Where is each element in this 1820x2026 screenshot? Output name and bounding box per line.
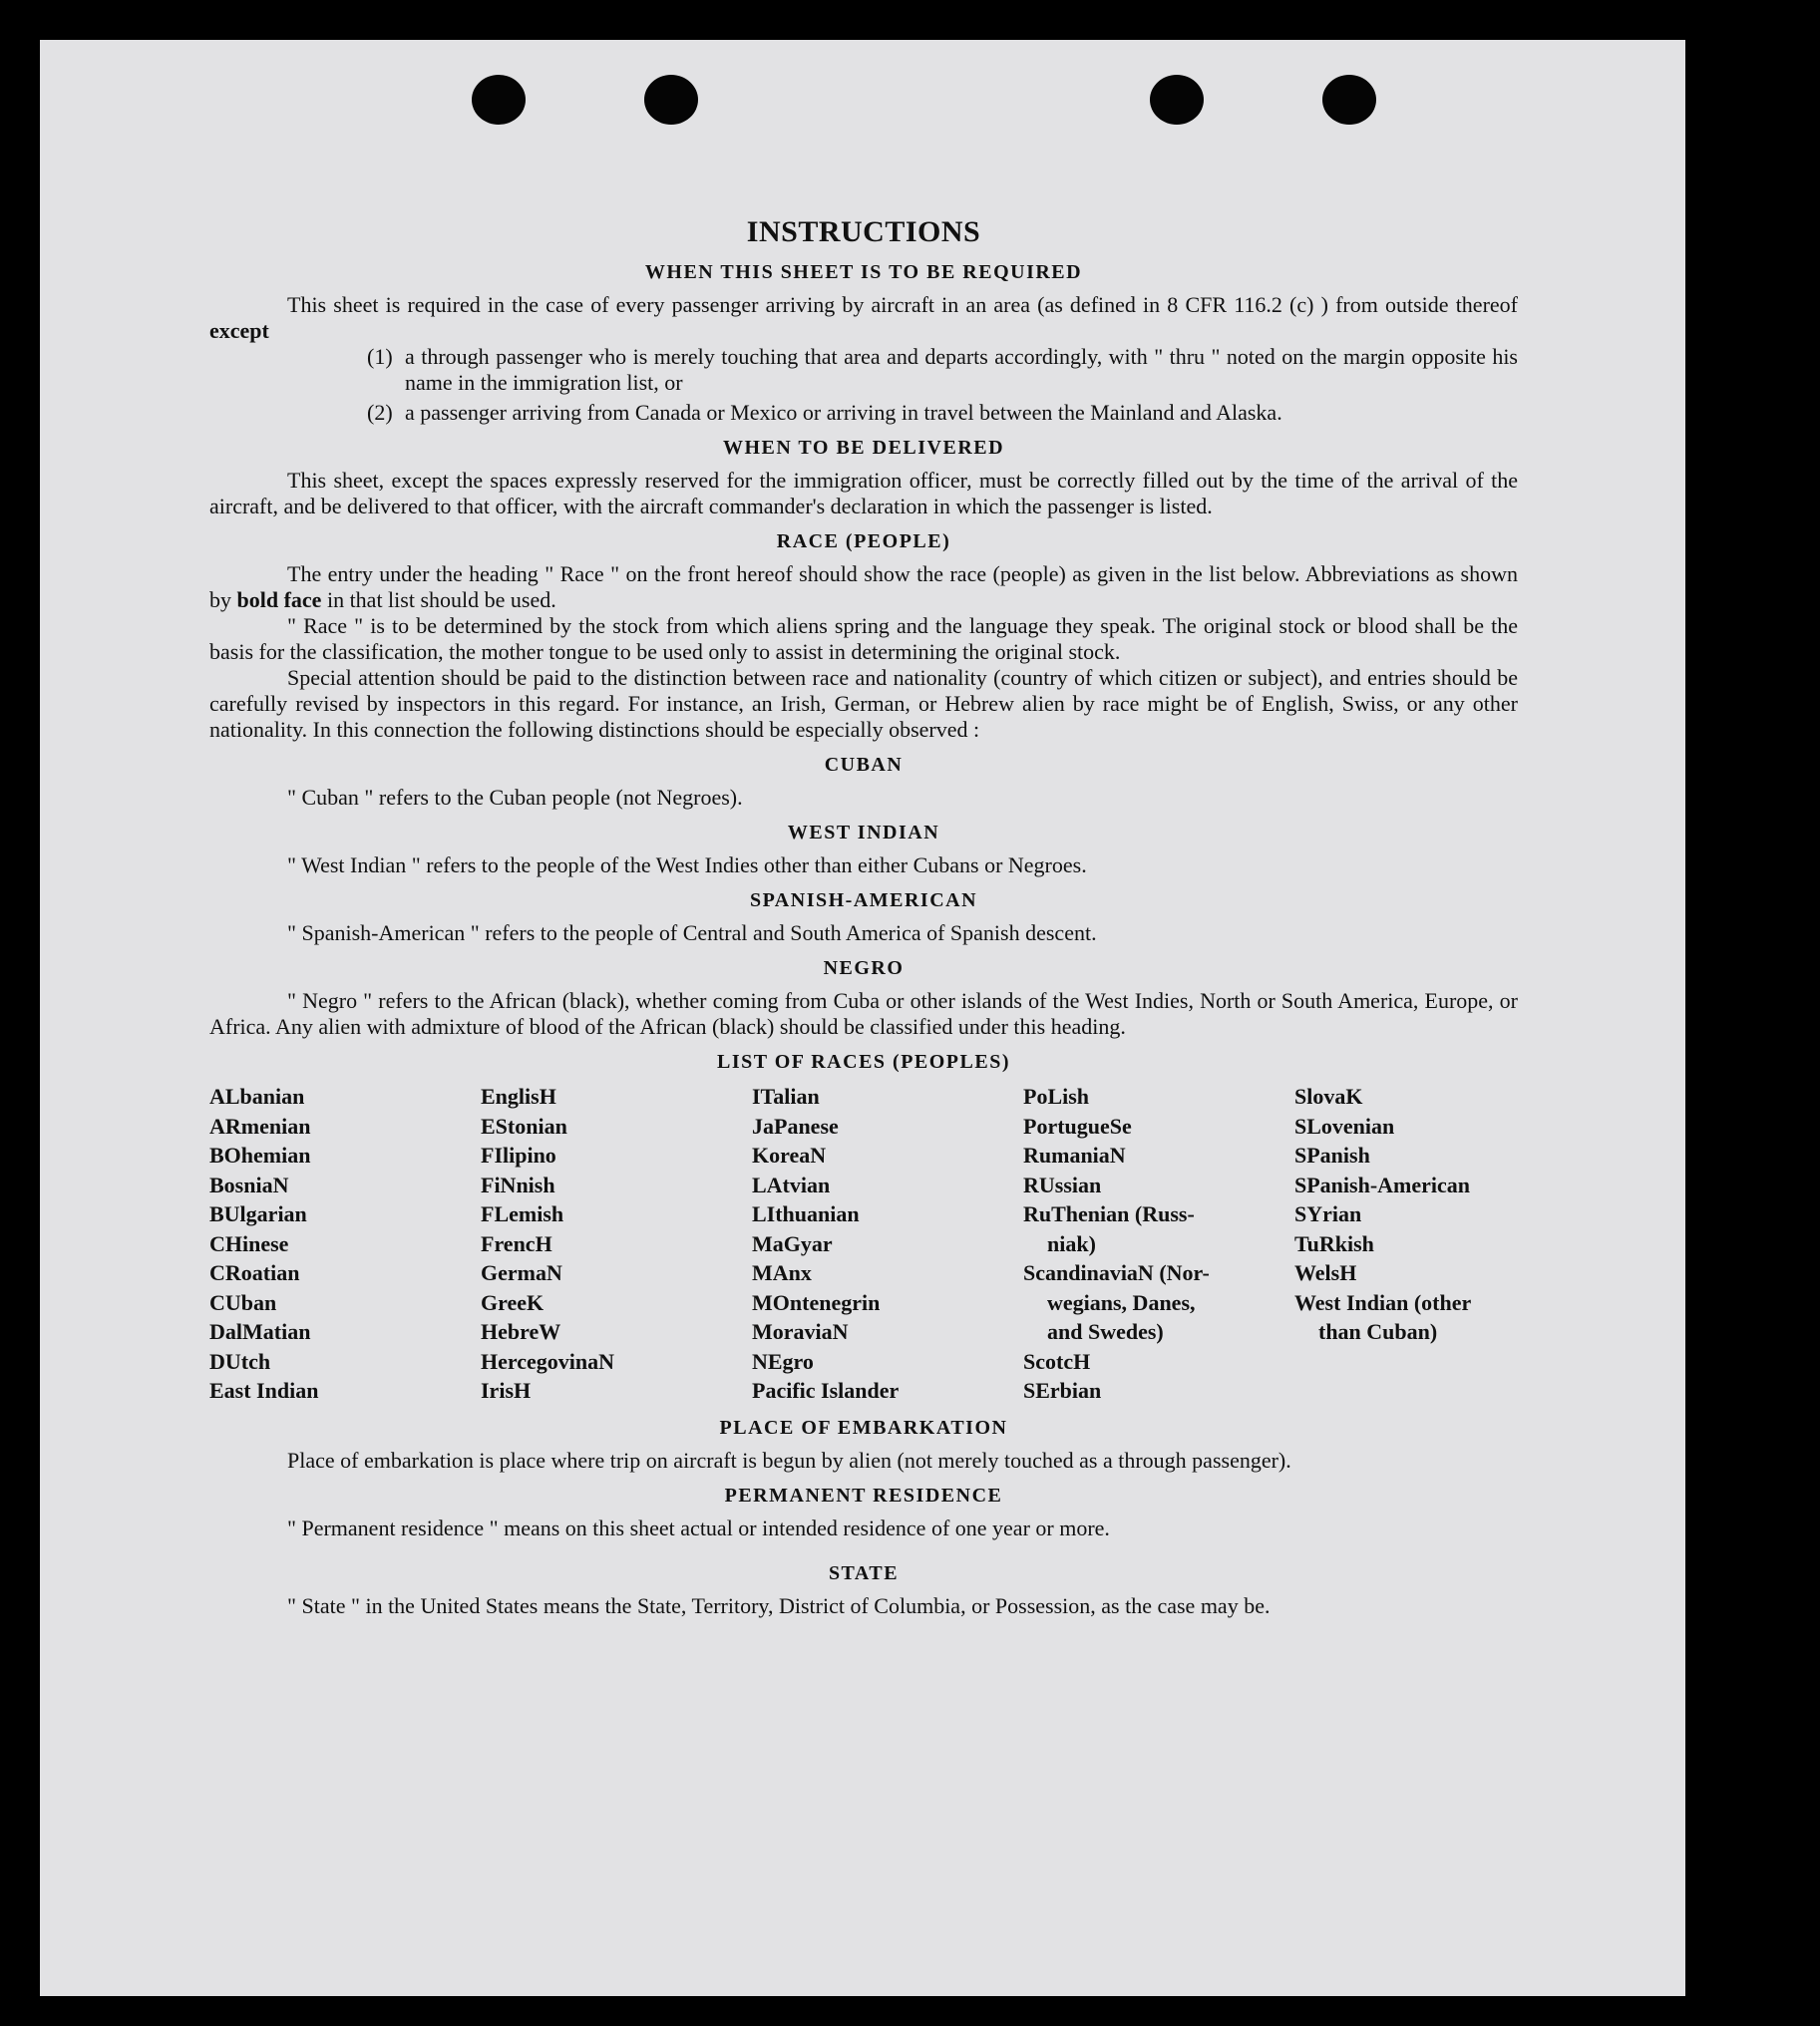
race-entry: IrisH bbox=[481, 1378, 532, 1403]
when-required-intro bbox=[209, 292, 1518, 344]
heading-negro: NEGRO bbox=[823, 957, 905, 979]
heading-state: STATE bbox=[828, 1561, 900, 1584]
state-text: " State " in the United States means the State, Territory, District of Columbia, or Possession, as the case may be. bbox=[287, 1592, 1271, 1618]
race-entry: HebreW bbox=[481, 1319, 561, 1344]
race-entry: BOhemian bbox=[209, 1143, 311, 1168]
spanish-american-text: " Spanish-American " refers to the people of Central and South America of Spanish descent. bbox=[287, 920, 1097, 945]
item-number: (2) bbox=[367, 400, 393, 425]
race-entry: than Cuban) bbox=[1318, 1319, 1438, 1344]
race-entry: SlovaK bbox=[1294, 1084, 1363, 1109]
race-entry: NEgro bbox=[752, 1348, 814, 1374]
race-entry: JaPanese bbox=[752, 1113, 839, 1139]
punch-hole bbox=[1322, 75, 1376, 125]
race-entry: BosniaN bbox=[209, 1172, 289, 1197]
race-entry: and Swedes) bbox=[1047, 1319, 1164, 1344]
punch-hole bbox=[472, 75, 526, 125]
race-entry: PoLish bbox=[1023, 1084, 1090, 1109]
race-entry: RUssian bbox=[1023, 1172, 1102, 1197]
race-entry: niak) bbox=[1047, 1230, 1096, 1256]
race-entry: FIlipino bbox=[481, 1143, 556, 1168]
heading-west-indian: WEST INDIAN bbox=[787, 822, 940, 844]
race-entry: GermaN bbox=[481, 1260, 562, 1285]
item-text: a passenger arriving from Canada or Mexico or arriving in travel between the Mainland and Alaska. bbox=[405, 400, 1282, 425]
race-entry: CRoatian bbox=[209, 1260, 300, 1285]
race-entry: CHinese bbox=[209, 1230, 289, 1256]
west-indian-text: " West Indian " refers to the people of the West Indies other than either Cubans or Negroes. bbox=[287, 852, 1087, 877]
races-column-2 bbox=[481, 1082, 752, 1406]
race-entry: SLovenian bbox=[1294, 1113, 1395, 1139]
races-column-4 bbox=[1023, 1082, 1294, 1406]
cuban-text: " Cuban " refers to the Cuban people (not Negroes). bbox=[287, 785, 743, 810]
item-number: (1) bbox=[367, 344, 393, 369]
race-entry: PortugueSe bbox=[1023, 1113, 1132, 1139]
race-paragraph-2: " Race " is to be determined by the stock from which aliens spring and the language they speak. The original stock or blood shall be the basis for the classification, the mother tongue to be used only to assist in determining the original stock. bbox=[209, 613, 1518, 664]
race-entry: East Indian bbox=[209, 1378, 319, 1403]
heading-when-delivered: WHEN TO BE DELIVERED bbox=[722, 437, 1005, 459]
race-entry: RumaniaN bbox=[1023, 1143, 1126, 1168]
race-entry: WelsH bbox=[1294, 1260, 1357, 1285]
race-entry: LIthuanian bbox=[752, 1201, 860, 1226]
race-entry: EStonian bbox=[481, 1113, 567, 1139]
punch-hole bbox=[644, 75, 698, 125]
exception-item-2 bbox=[367, 400, 1518, 426]
race-p1-a: The entry under the heading " Race " on the front hereof should show the race (people) as given in the list below. Abbreviations as shown by bbox=[209, 561, 1518, 612]
races-column-3 bbox=[752, 1082, 1023, 1406]
race-entry: Pacific Islander bbox=[752, 1378, 900, 1403]
race-entry: ALbanian bbox=[209, 1084, 305, 1109]
races-column-1 bbox=[209, 1082, 481, 1406]
race-entry: CUban bbox=[209, 1289, 277, 1315]
race-p1-bold: bold face bbox=[236, 587, 322, 612]
heading-when-required: WHEN THIS SHEET IS TO BE REQUIRED bbox=[644, 261, 1083, 283]
races-list bbox=[209, 1082, 1518, 1406]
race-entry: GreeK bbox=[481, 1289, 545, 1315]
embarkation-text: Place of embarkation is place where trip on aircraft is begun by alien (not merely touched as a through passenger). bbox=[287, 1447, 1291, 1473]
race-entry: DalMatian bbox=[209, 1319, 311, 1344]
race-entry: SYrian bbox=[1294, 1201, 1362, 1226]
race-entry: wegians, Danes, bbox=[1047, 1289, 1196, 1315]
race-entry: LAtvian bbox=[752, 1172, 831, 1197]
exception-item-1 bbox=[367, 344, 1518, 396]
heading-spanish-american: SPANISH-AMERICAN bbox=[749, 889, 978, 911]
intro-text: This sheet is required in the case of every passenger arriving by aircraft in an area (as defined in 8 CFR 116.2 (c) ) from outside thereof bbox=[287, 292, 1518, 317]
punch-hole bbox=[1150, 75, 1204, 125]
race-entry: KoreaN bbox=[752, 1143, 827, 1168]
document-sheet bbox=[40, 40, 1685, 1996]
heading-embarkation: PLACE OF EMBARKATION bbox=[719, 1416, 1008, 1439]
race-entry: ScandinaviaN (Nor- bbox=[1023, 1260, 1210, 1285]
race-entry: MAnx bbox=[752, 1260, 812, 1285]
race-paragraph-1 bbox=[209, 561, 1518, 613]
race-entry: MoraviaN bbox=[752, 1319, 849, 1344]
heading-permanent-residence: PERMANENT RESIDENCE bbox=[724, 1484, 1003, 1507]
race-entry: MOntenegrin bbox=[752, 1289, 881, 1315]
intro-except: except bbox=[209, 318, 269, 343]
instructions-content bbox=[209, 214, 1518, 1619]
race-entry: ScotcH bbox=[1023, 1348, 1091, 1374]
race-entry: FLemish bbox=[481, 1201, 564, 1226]
race-paragraph-3: Special attention should be paid to the distinction between race and nationality (country of which citizen or subject), and entries should be carefully revised by inspectors in this regard. For instance, an Irish, German, or Hebrew alien by race might be of English, Swiss, or any other nationality. In this connection the following distinctions should be especially observed : bbox=[209, 665, 1518, 742]
heading-race: RACE (PEOPLE) bbox=[776, 530, 951, 552]
race-entry: SPanish-American bbox=[1294, 1172, 1470, 1197]
heading-list-of-races: LIST OF RACES (PEOPLES) bbox=[716, 1051, 1010, 1073]
residence-text: " Permanent residence " means on this sheet actual or intended residence of one year or more. bbox=[287, 1515, 1110, 1540]
races-column-5 bbox=[1294, 1082, 1518, 1406]
race-entry: HercegovinaN bbox=[481, 1348, 615, 1374]
when-delivered-text: This sheet, except the spaces expressly reserved for the immigration officer, must be correctly filled out by the time of the arrival of the aircraft, and be delivered to that officer, with the aircraft commander's declaration in which the passenger is listed. bbox=[209, 468, 1518, 518]
race-entry: SErbian bbox=[1023, 1378, 1102, 1403]
race-entry: MaGyar bbox=[752, 1230, 833, 1256]
race-entry: DUtch bbox=[209, 1348, 271, 1374]
race-entry: ITalian bbox=[752, 1084, 820, 1109]
race-entry: West Indian (other bbox=[1294, 1289, 1472, 1315]
race-entry: SPanish bbox=[1294, 1143, 1370, 1168]
page-title: INSTRUCTIONS bbox=[746, 215, 981, 248]
race-entry: ARmenian bbox=[209, 1113, 311, 1139]
race-entry: TuRkish bbox=[1294, 1230, 1374, 1256]
race-p1-b: in that list should be used. bbox=[326, 587, 556, 612]
race-entry: EnglisH bbox=[481, 1084, 556, 1109]
negro-text: " Negro " refers to the African (black), whether coming from Cuba or other islands of the West Indies, North or South America, Europe, or Africa. Any alien with admixture of blood of the African (black) should be classified under this heading. bbox=[209, 988, 1518, 1039]
race-entry: BUlgarian bbox=[209, 1201, 307, 1226]
race-entry: RuThenian (Russ- bbox=[1023, 1201, 1195, 1226]
heading-cuban: CUBAN bbox=[824, 754, 904, 776]
race-entry: FrencH bbox=[481, 1230, 552, 1256]
race-entry: FiNnish bbox=[481, 1172, 555, 1197]
item-text: a through passenger who is merely touching that area and departs accordingly, with " thru " noted on the margin opposite his name in the immigration list, or bbox=[405, 344, 1518, 395]
